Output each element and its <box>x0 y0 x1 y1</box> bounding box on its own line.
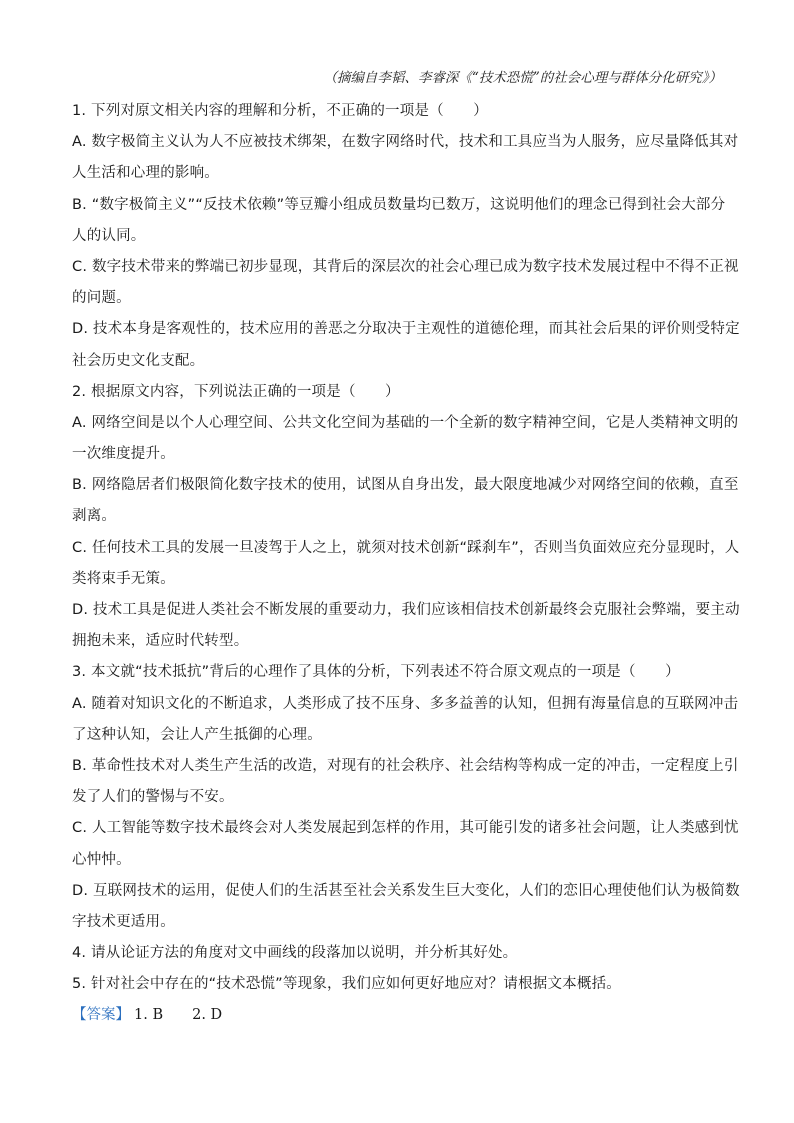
answer-row <box>72 1000 720 1031</box>
source-citation: （摘编自李韬、李睿深《“技术恐慌”的社会心理与群体分化研究》） <box>323 70 722 86</box>
text-line: 字技术更适用。 <box>72 913 175 930</box>
question-content <box>72 96 740 1032</box>
text-line: 了这种认知，会让人产生抵御的心理。 <box>72 726 322 743</box>
text-line: D. 技术本身是客观性的，技术应用的善恶之分取决于主观性的道德伦理，而其社会后果的评价则受特定 <box>72 321 740 338</box>
answer-tag: 【答案】 <box>72 1007 130 1024</box>
text-line: 发了人们的警惕与不安。 <box>72 789 234 806</box>
text-line: 类将束手无策。 <box>72 570 175 587</box>
text-line: 1. 下列对原文相关内容的理解和分析，不正确的一项是（ ） <box>72 103 488 119</box>
answer-text: 1. B 2. D <box>134 1007 223 1024</box>
text-line: C. 数字技术带来的弊端已初步显现，其背后的深层次的社会心理已成为数字技术发展过程中不得不正视 <box>72 258 739 275</box>
text-line: B. 革命性技术对人类生产生活的改造，对现有的社会秩序、社会结构等构成一定的冲击，一定程度上引 <box>72 757 739 774</box>
text-line: 一次维度提升。 <box>72 446 175 463</box>
text-line: 3. 本文就“技术抵抗”背后的心理作了具体的分析，下列表述不符合原文观点的一项是（ ） <box>72 664 680 681</box>
text-line: 5. 针对社会中存在的“技术恐慌”等现象，我们应如何更好地应对？请根据文本概括。 <box>72 976 621 993</box>
text-line: C. 人工智能等数字技术最终会对人类发展起到怎样的作用，其可能引发的诸多社会问题，让人类感到忧 <box>72 820 739 837</box>
text-line: B. 网络隐居者们极限简化数字技术的使用，试图从自身出发，最大限度地减少对网络空间的依赖，直至 <box>72 477 739 494</box>
text-line: C. 任何技术工具的发展一旦凌驾于人之上，就须对技术创新“踩刹车”，否则当负面效应充分显现时，人 <box>72 539 740 556</box>
text-line: 2. 根据原文内容，下列说法正确的一项是（ ） <box>72 383 400 400</box>
text-line: A. 数字极简主义认为人不应被技术绑架，在数字网络时代，技术和工具应当为人服务，应尽量降低其对 <box>72 134 739 151</box>
text-line: 剥离。 <box>72 508 117 525</box>
text-line: A. 网络空间是以个人心理空间、公共文化空间为基础的一个全新的数字精神空间，它是人类精神文明的 <box>72 414 739 431</box>
text-line: 4. 请从论证方法的角度对文中画线的段落加以说明，并分析其好处。 <box>72 945 518 962</box>
text-line: D. 互联网技术的运用，促使人们的生活甚至社会关系发生巨大变化，人们的恋旧心理使他们认为极简数 <box>72 882 740 899</box>
text-line: 心忡忡。 <box>72 851 131 868</box>
text-line: 人生活和心理的影响。 <box>72 165 219 182</box>
text-line: B. “数字极简主义”“反技术依赖”等豆瓣小组成员数量均已数万，这说明他们的理念已得到社会大部分 <box>72 196 726 213</box>
text-line: D. 技术工具是促进人类社会不断发展的重要动力，我们应该相信技术创新最终会克服社会弊端，要主动 <box>72 602 740 618</box>
text-line: 社会历史文化支配。 <box>72 352 205 369</box>
text-line: 的问题。 <box>72 290 131 307</box>
text-line: 拥抱未来，适应时代转型。 <box>72 633 249 650</box>
text-line: 人的认同。 <box>72 227 146 244</box>
text-line: A. 随着对知识文化的不断追求，人类形成了技不压身、多多益善的认知，但拥有海量信息的互联网冲击 <box>72 695 739 712</box>
